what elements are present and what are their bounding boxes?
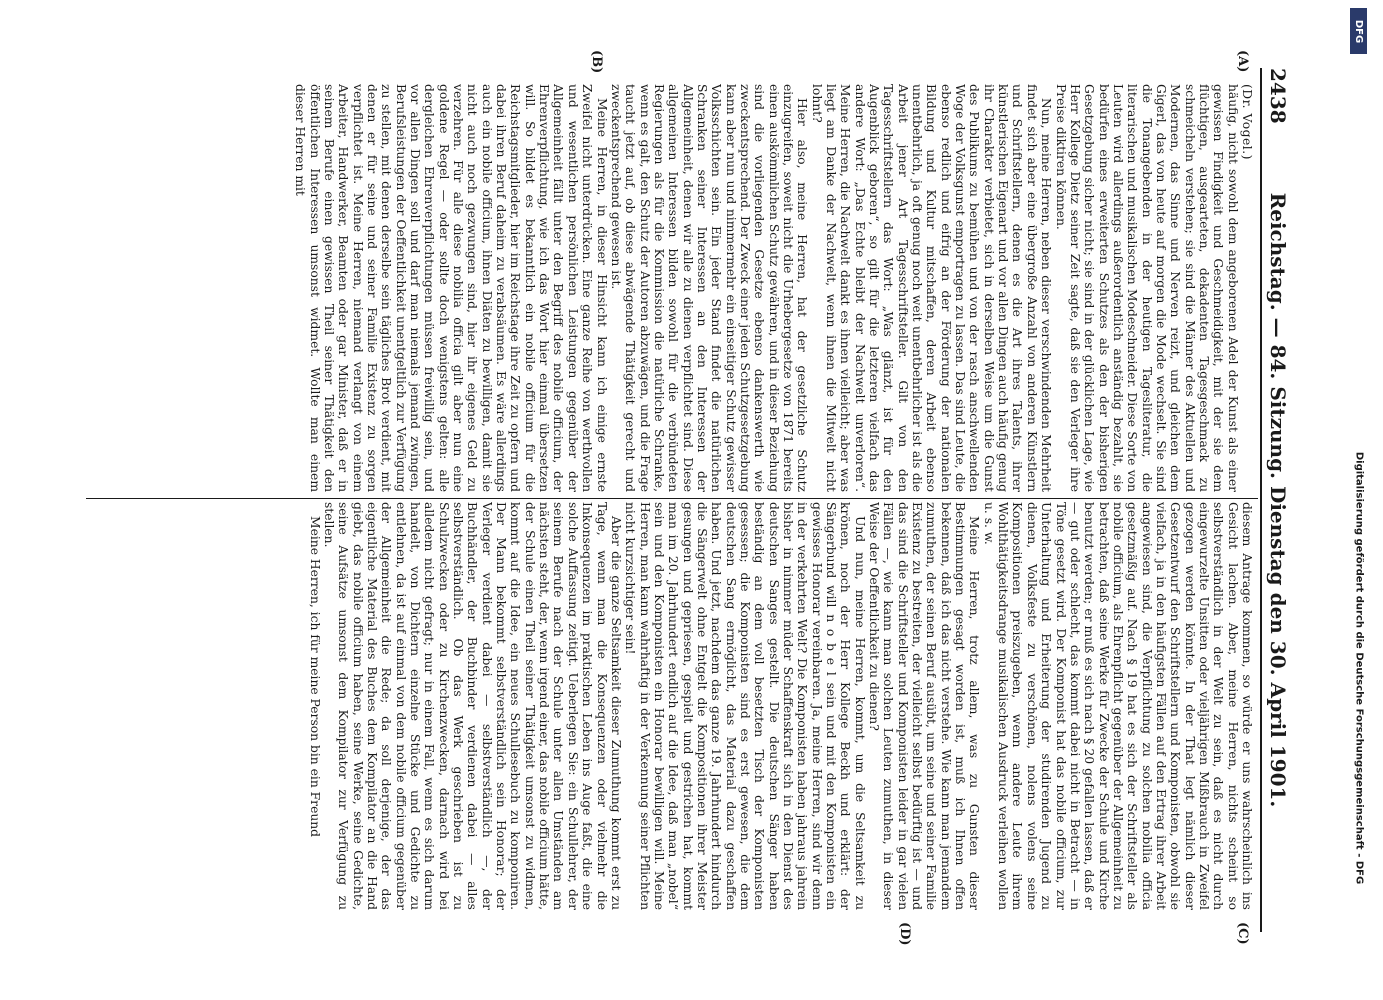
page-number: 2438 bbox=[1266, 68, 1290, 124]
page-title: Reichstag. — 84. Sitzung. Dienstag den 30. April 1901. bbox=[1266, 192, 1290, 808]
paragraph: Meine Herren, ich für meine Person bin ein Freund bbox=[307, 516, 322, 838]
speaker-label: (Dr. Vogel.) bbox=[1240, 84, 1254, 160]
margin-mark-d: (D) bbox=[897, 922, 912, 946]
paragraph: Aber die ganze Seltsamkeit dieser Zumuthung kommt erst zu Tage, wenn man die Konsequenzen oder vielmehr die Inkonsequenzen im praktischen Leben ins Auge faßt, die eine solche Auffassung zeitigt. Ueberlegen Sie: ein Schullehrer, der seinem Berufe nach der Schule unter allen Umständen am nächsten steht, der, wenn irgend einer, das nobile officium hätte, der Schule einen Theil seiner Thätigkeit umsonst zu widmen, kommt auf die Idee, ein neues Schullesebuch zu komponiren. Der Mann bekommt selbstverständlich sein Honorar; der Verleger verdient dabei — selbstverständlich —, der Buchhändler, der Buchbinder verdienen dabei — alles selbstverständlich. Ob das Werk geschrieben ist zu Schulzwecken oder zu Kirchenzwecken, darnach wird bei alledem nicht gefragt; nur in einem Fall, wenn es sich darum handelt, von Dichtern einzelne Stücke und Gedichte zu entlehnen, da ist auf einmal von dem nobile officium gegenüber der Allgemeinheit die Rede; da soll derjenige, der das eigentliche Material des Buches dem Kompilator an die Hand giebt, das nobile officium haben, seine Werke, seine Gedichte, seine Aufsätze umsonst dem Kompilator zur Verfügung zu stellen. bbox=[322, 502, 623, 910]
paragraph: Und nun, meine Herren, kommt, um die Seltsamkeit zu krönen, noch der Herr Kollege Beckh und erklärt: der Sängerbund will n o b e l sein und mit den Komponisten ein gewisses Honorar vereinbaren. Ja, meine Herren, sind wir denn in der verkehrten Welt? Die Komponisten haben jahraus jahrein bisher in nimmer müder Schaffenskraft sich in den Dienst des deutschen Sanges gestellt. Die deutschen Sänger haben beständig an dem voll besetzten Tisch der Komponisten gesessen; die Komponisten sind es erst gewesen, die dem deutschen Sang ermöglicht, das Material dazu geschaffen haben. Und jetzt, nachdem das ganze 19. Jahrhundert hindurch die Sängerwelt ohne Entgelt die Kompositionen ihrer Meister gesungen und gepriesen, gespielt und gestrichen hat, kommt man im 20. Jahrhundert endlich auf die Idee, daß man „nobel“ sein und den Komponisten ein Honorar bewilligen will. Meine Herren, man kann wahrhaftig in der Verkennung seiner Pflichten nicht kurzsichtiger sein! bbox=[623, 502, 867, 910]
margin-mark-a: (A) bbox=[1235, 50, 1250, 73]
paragraph: diesem Antrage kommen, so würde er uns wahrscheinlich ins Gesicht lachen. Aber, meine Herren, nichts scheint so selbstverständlich in der Welt zu sein, daß es nicht durch eingewurzelte Unsitten oder vieljährigen Mißbrauch in Zweifel gezogen werden könnte. In der That legt nämlich dieser Gesetzentwurf den Schriftstellern und Komponisten, obwohl sie vielfach, ja in den häufigsten Fällen auf den Ertrag ihrer Arbeit angewiesen sind, die Verpflichtung zu solchen nobilia officia gesetzmäßig auf. Nach § 19 hat es sich der Schriftsteller als nobile officium, als Ehrenpflicht gegenüber der Allgemeinheit zu betrachten, daß seine Werke für Zwecke der Schule und Kirche benutzt werden; er muß es sich nach § 20 gefallen lassen, daß er — gut oder schlecht, das kommt dabei nicht in Betracht — in Töne gesetzt wird. Der Komponist hat das nobile officium, zur Unterhaltung und Erheiterung der studirenden Jugend zu dienen, Volksfeste zu verschönen, nolens volens seine Kompositionen preiszugeben, wenn andere Leute ihrem Wohlthätigkeitsdrange musikalischen Ausdruck verleihen wollen u. s. w. bbox=[981, 502, 1254, 910]
paragraph: Nun, meine Herren, neben dieser verschwindenden Mehrheit findet sich aber eine übergroße Anzahl von anderen Künstlern und Schriftstellern, denen es die Art ihres Talents, ihrer künstlerischen Eigenart und vor allen Dingen auch häufig genug ihr Charakter verbietet, sich in derselben Weise um die Gunst des Publikums zu bemühen und von der rasch anschwellenden Woge der Volksgunst emportragen zu lassen. Das sind Leute, die ebenso redlich und eifrig an der Förderung der nationalen Bildung und Kultur mitschaffen, deren Arbeit ebenso unentbehrlich, ja oft genug noch weit unentbehrlicher ist als die Arbeit jener Art Tagesschriftsteller. Gilt von den Tagesschriftstellern das Wort: „Was glänzt, ist für den Augenblick geboren“, so gilt für die letzteren vielfach das andere Wort: „Das Echte bleibt der Nachwelt unverloren“. Meine Herren, die Nachwelt dankt es ihnen vielleicht; aber was liegt am Danke der Nachwelt, wenn ihnen die Mitwelt nicht lohnt? bbox=[809, 84, 1054, 492]
digitization-credit bbox=[1345, 8, 1373, 998]
column-divider bbox=[86, 498, 1258, 499]
page-header bbox=[1260, 68, 1292, 932]
paragraph: Meine Herren, trotz allem, was zu Gunsten dieser Bestimmungen gesagt worden ist, muß ich Ihnen offen bekennen, daß ich das nicht verstehe. Wie kann man jemandem zumuthen, der seinen Beruf ausübt, um seine und seiner Familie Existenz zu bestreiten, der vielleicht selbst bedürftig ist — und das sind die Schriftsteller und Komponisten leider in gar vielen Fällen —, wie kann man solchen Leuten zumuthen, in dieser Weise der Oeffentlichkeit zu dienen? bbox=[867, 502, 982, 910]
dfg-logo: DFG bbox=[1350, 8, 1367, 54]
margin-mark-c: (C) bbox=[1235, 922, 1250, 945]
paragraph: Meine Herren, in dieser Hinsicht kann ich einige ernste Zweifel nicht unterdrücken. Eine ganze Reihe von werthvollen und wesentlichen persönlichen Leistungen gegenüber der Allgemeinheit fällt unter den Begriff des nobile officium, der Ehrenverpflichtung, wie ich das Wort hier einmal übersetzen will. So bildet es bekanntlich ein nobile officium für die Reichstagsmitglieder, hier im Reichstage ihre Zeit zu opfern und dabei ihren Beruf daheim zu verabsäumen. Es wäre allerdings auch ein nobile officium, ihnen Diäten zu bewilligen, damit sie nicht auch noch gezwungen sind, hier ihr eigenes Geld zu verzehren. Für alle diese nobilia officia gilt aber nun eine goldene Regel — oder sollte doch wenigstens gelten: alle dergleichen Ehrenverpflichtungen müssen freiwillig sein, und vor allen Dingen soll und darf man niemals jemand zwingen, Berufsleistungen der Oeffentlichkeit unentgeltlich zur Verfügung zu stellen, mit denen derselbe sein tägliches Brot verdient, mit denen er für seine und seiner Familie Existenz zu sorgen verpflichtet ist. Meine Herren, niemand verlangt von einem Arbeiter, Handwerker, Beamten oder gar Minister, daß er in seinem Berufe einen gewissen Theil seiner Thätigkeit den öffentlichen Interessen umsonst widmet. Wollte man einem dieser Herren mit bbox=[293, 84, 609, 492]
paragraph: Hier also, meine Herren, hat der gesetzliche Schutz einzugreifen, soweit nicht die Urhebergesetze von 1871 bereits einen auskömmlichen Schutz gewähren, und in dieser Beziehung sind die vorliegenden Gesetze ebenso dankenswerth wie zweckentsprechend. Der Zweck einer jeden Schutzgesetzgebung kann aber nun und nimmermehr ein einseitiger Schutz gewisser Volksschichten sein. Ein jeder Stand findet die natürlichen Schranken seiner Interessen an den Interessen der Allgemeinheit, denen wir alle zu dienen verpflichtet sind. Diese allgemeinen Interessen bilden sowohl für die verbündeten Regierungen als für die Kommission die natürliche Schranke, wenn es galt, den Schutz der Autoren abzuwägen, und die Frage taucht jetzt auf, ob diese abwägende Thätigkeit gerecht und zweckentsprechend gewesen ist. bbox=[608, 84, 810, 492]
left-column bbox=[86, 84, 1254, 492]
credit-text: Digitalisierung gefördert durch die Deutsche Forschungsgemeinschaft - DFG bbox=[1353, 451, 1365, 885]
right-column bbox=[86, 502, 1254, 910]
margin-mark-b: (B) bbox=[589, 50, 604, 74]
paragraph: häufig, nicht sowohl dem angeborenen Adel der Kunst als einer gewissen Findigkeit und Geschmeidigkeit, mit der sie dem flüchtigen, ausgearteten, dekadenten Tagesgeschmack zu schmeicheln verstehen; sie sind die Männer des Aktuellen und Modernen, das Sinne und Nerven reizt, und gleichen dem Gigerl, das von heute auf morgen die Mode wechselt. Sie sind die Tonangebenden in der heutigen Tagesliteratur, die literarischen und musikalischen Modeschneider. Diese Sorte von Leuten wird allerdings außerordentlich anständig bezahlt, sie bedürfen eines erweiterten Schutzes als den der bisherigen Gesetzgebung sicher nicht; sie sind in der glücklichen Lage, wie Herr Kollege Dietz seiner Zeit sagte, daß sie den Verleger ihre Preise diktiren können. bbox=[1053, 84, 1240, 492]
scanned-page bbox=[66, 40, 1316, 960]
